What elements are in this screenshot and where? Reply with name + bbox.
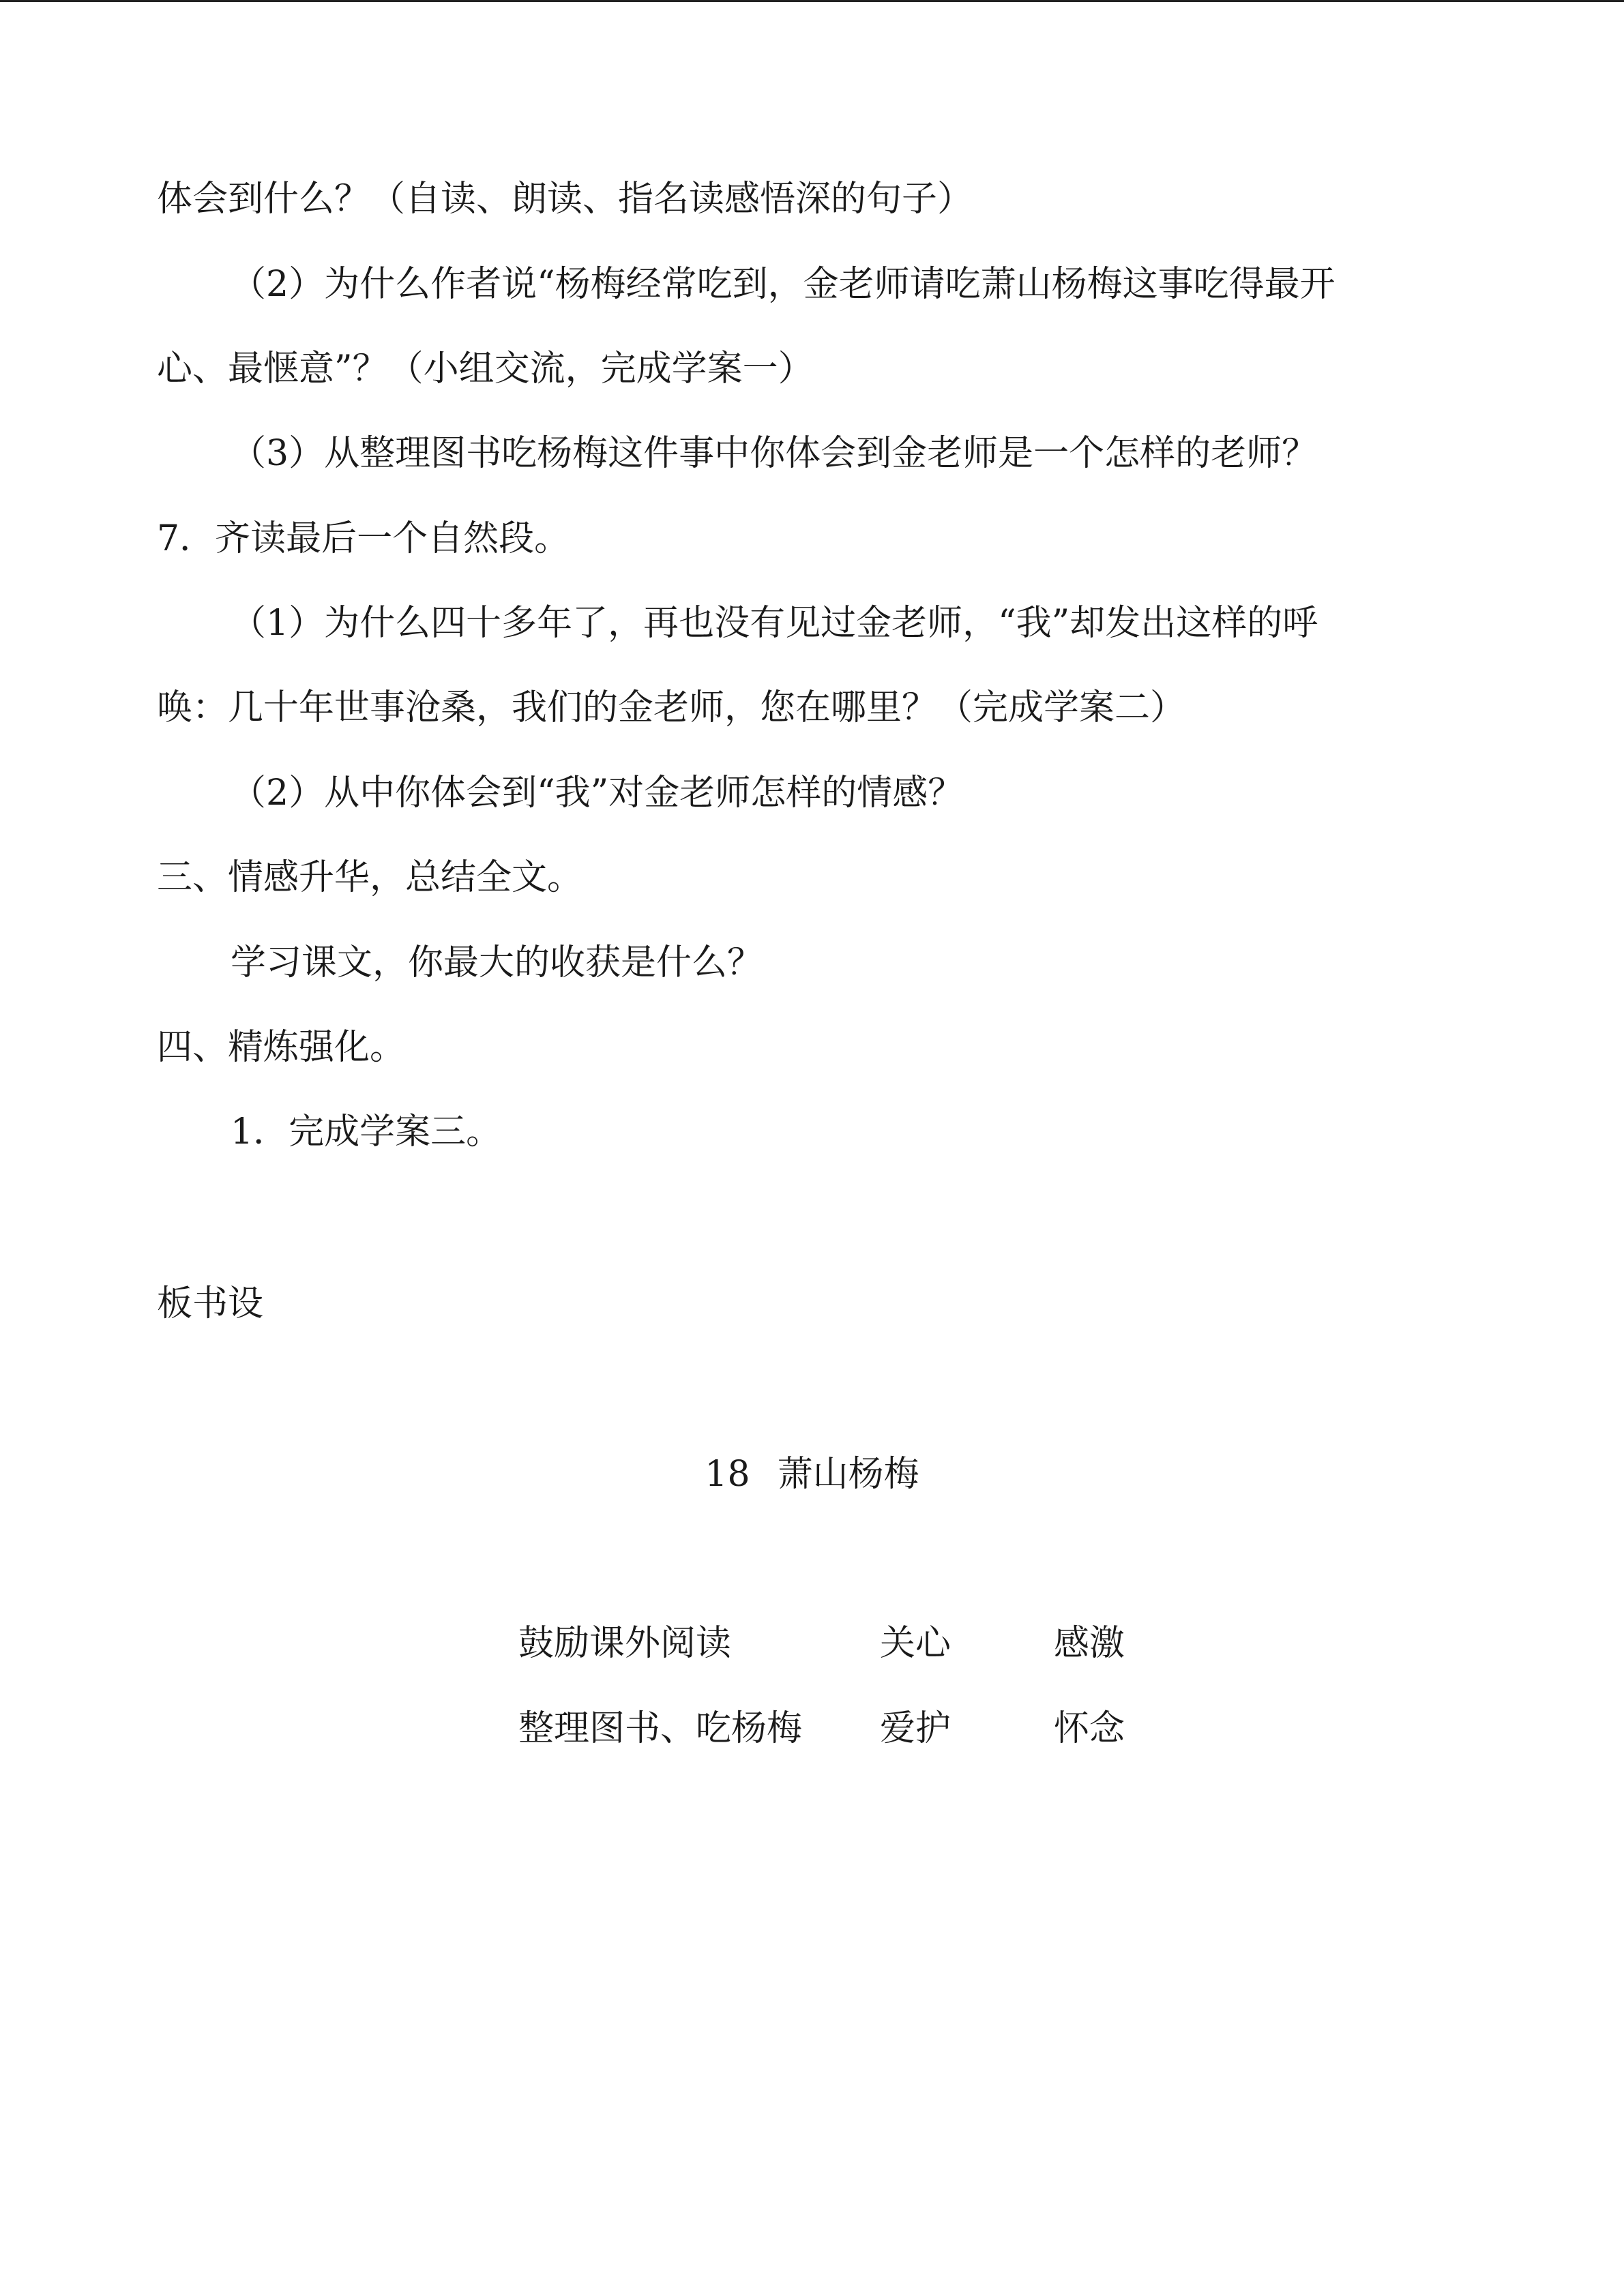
body-line: 学习课文，你最大的收获是什么？: [231, 942, 763, 983]
lesson-number: 18: [705, 1454, 750, 1495]
body-line: 7．齐读最后一个自然段。: [157, 518, 570, 559]
board-cell: 感激: [1054, 1623, 1125, 1664]
board-cell: 关心: [880, 1623, 951, 1664]
body-line: 唤：几十年世事沧桑，我们的金老师，您在哪里？（完成学案二）: [157, 687, 1186, 728]
body-line: 心、最惬意”？（小组交流，完成学案一）: [157, 348, 814, 389]
body-line: （3）从整理图书吃杨梅这件事中你体会到金老师是一个怎样的老师？: [231, 433, 1318, 474]
body-line: 体会到什么？（自读、朗读、指名读感悟深的句子）: [157, 179, 973, 220]
board-title: [0, 1450, 1624, 1498]
board-cell: 整理图书、吃杨梅: [518, 1708, 803, 1749]
page-top-border: [0, 0, 1624, 2]
board-cell: 怀念: [1054, 1708, 1125, 1749]
lesson-title: 萧山杨梅: [777, 1454, 919, 1495]
body-line: （2）从中你体会到“我”对金老师怎样的情感？: [231, 773, 964, 814]
body-line: （1）为什么四十多年了，再也没有见过金老师，“我”却发出这样的呼: [231, 603, 1318, 644]
board-design-label: 板书设: [157, 1283, 264, 1324]
body-line: 1．完成学案三。: [231, 1112, 502, 1152]
body-line: （2）为什么作者说“杨梅经常吃到，金老师请吃萧山杨梅这事吃得最开: [231, 264, 1335, 305]
section-heading: 四、精炼强化。: [157, 1027, 406, 1068]
board-cell: 鼓励课外阅读: [518, 1623, 732, 1664]
section-heading: 三、情感升华，总结全文。: [157, 857, 583, 898]
board-cell: 爱护: [880, 1708, 951, 1749]
